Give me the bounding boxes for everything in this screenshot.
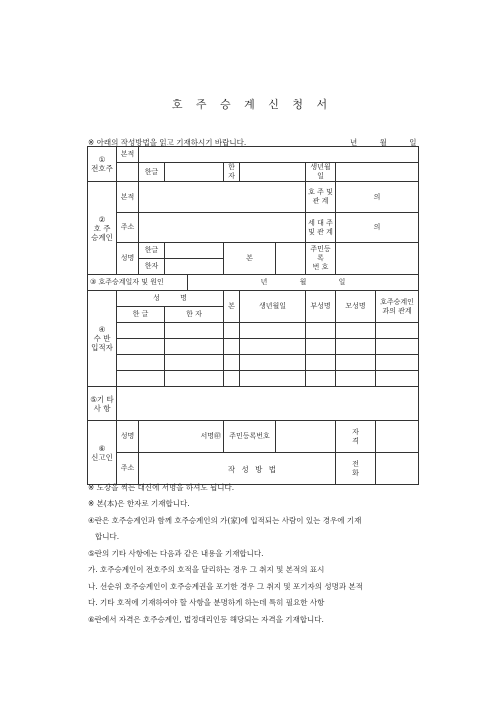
method-line: ⑤란의 기타 사항에는 다음과 같은 내용을 기재합니다. xyxy=(88,548,264,558)
label-qualification: 자 격 xyxy=(336,421,376,453)
filing-date[interactable]: 년 월 일 xyxy=(350,138,417,147)
entry-relation[interactable] xyxy=(376,323,419,339)
previous-householder-name-blank xyxy=(117,163,139,182)
label-bonjeok: 본적 xyxy=(117,147,139,163)
ui-suffix: 의 xyxy=(373,223,381,231)
label-relation-successor: 호주승계인 과의 관계 xyxy=(376,291,419,323)
section-reporter: ⑥ 신고인 xyxy=(88,421,117,485)
section-other-matters: ⑤기 타 사 항 xyxy=(88,387,117,421)
entry-relation[interactable] xyxy=(376,339,419,355)
successor-bon-field[interactable] xyxy=(276,243,306,275)
entry-birth[interactable] xyxy=(240,323,306,339)
previous-householder-hangul-field[interactable] xyxy=(165,163,224,182)
entry-bon[interactable] xyxy=(224,339,240,355)
entry-hanja[interactable] xyxy=(165,355,224,371)
entry-bon[interactable] xyxy=(224,323,240,339)
label-resident-no-inline: 주민등록번호 xyxy=(224,421,276,453)
successor-hanja-field[interactable] xyxy=(165,259,224,275)
entry-hangul[interactable] xyxy=(117,371,165,387)
label-name: 성명 xyxy=(117,243,139,275)
label-address: 주소 xyxy=(117,453,139,485)
entry-hanja[interactable] xyxy=(165,371,224,387)
method-line: ⑥란에서 자격은 호주승계인, 법정대리인등 해당되는 자격을 기재합니다. xyxy=(88,614,324,624)
method-title: 작 성 방 법 xyxy=(227,465,279,474)
label-hanja: 한자 xyxy=(224,163,240,182)
application-form-table xyxy=(87,146,419,485)
entry-father[interactable] xyxy=(306,371,336,387)
label-birth: 생년월일 xyxy=(240,291,306,323)
method-line: 합니다. xyxy=(95,532,120,541)
writing-method xyxy=(88,462,418,628)
label-bon: 본 xyxy=(224,243,276,275)
section-previous-householder: ① 전호주 xyxy=(88,147,117,182)
entry-mother[interactable] xyxy=(336,355,376,371)
label-phone: 전 화 xyxy=(336,453,376,485)
label-hangul: 한글 xyxy=(139,243,165,259)
previous-householder-birth-field[interactable] xyxy=(336,163,419,182)
entry-hanja[interactable] xyxy=(165,339,224,355)
entry-hanja[interactable] xyxy=(165,323,224,339)
successor-bonjeok-field[interactable] xyxy=(139,182,306,213)
successor-relation-hoju-field[interactable] xyxy=(336,182,419,213)
entry-relation[interactable] xyxy=(376,371,419,387)
label-relation-household: 세 대 주 및 관 계 xyxy=(306,213,336,243)
label-hangul-spaced: 한 글 xyxy=(117,307,165,323)
succession-date-field[interactable]: 년 월 일 xyxy=(188,275,419,291)
instruction-note: ※ 아래의 작성방법을 읽고 기재하시기 바랍니다. xyxy=(88,138,247,147)
label-father: 부성명 xyxy=(306,291,336,323)
entry-hangul[interactable] xyxy=(117,355,165,371)
successor-address-field[interactable] xyxy=(139,213,306,243)
other-matters-field[interactable] xyxy=(117,387,419,421)
entry-father[interactable] xyxy=(306,323,336,339)
label-birth: 생년월일 xyxy=(306,163,336,182)
entry-hangul[interactable] xyxy=(117,339,165,355)
method-line: 나. 선순위 호주승계인이 호주승계권을 포기한 경우 그 취지 및 포기자의 성명과 본적 xyxy=(88,581,363,591)
form-title: 호 주 승 계 신 청 서 xyxy=(171,98,333,111)
label-mother: 모성명 xyxy=(336,291,376,323)
method-line: 가. 호주승계인이 전호주의 호적을 달리하는 경우 그 취지 및 본적의 표시 xyxy=(88,565,325,574)
successor-resident-no-field[interactable] xyxy=(336,243,419,275)
ui-suffix: 의 xyxy=(373,192,381,201)
entry-relation[interactable] xyxy=(376,355,419,371)
label-hangul: 한글 xyxy=(139,163,165,182)
reporter-name-field[interactable] xyxy=(139,421,224,453)
method-line: 다. 기타 호적에 기재하여야 할 사항을 분명하게 하는데 특히 필요한 사항 xyxy=(88,598,325,607)
entry-bon[interactable] xyxy=(224,371,240,387)
label-relation-hoju: 호 주 및 관 계 xyxy=(306,182,336,213)
entry-bon[interactable] xyxy=(224,355,240,371)
label-hanja: 한자 xyxy=(139,259,165,275)
label-resident-no: 주민등록 번 호 xyxy=(306,243,336,275)
entry-mother[interactable] xyxy=(336,371,376,387)
entry-hangul[interactable] xyxy=(117,323,165,339)
method-line: ④란은 호주승계인과 함께 호주승계인의 가(家)에 입적되는 사람이 있는 경우에 기재 xyxy=(88,515,362,525)
label-address: 주소 xyxy=(117,213,139,243)
entry-father[interactable] xyxy=(306,339,336,355)
previous-householder-bonjeok-field[interactable] xyxy=(139,147,419,163)
successor-hangul-field[interactable] xyxy=(165,243,224,259)
entry-birth[interactable] xyxy=(240,371,306,387)
successor-relation-household-field[interactable] xyxy=(336,213,419,243)
entry-mother[interactable] xyxy=(336,339,376,355)
label-bonjeok: 본적 xyxy=(117,182,139,213)
entry-father[interactable] xyxy=(306,355,336,371)
reporter-resident-no-field[interactable] xyxy=(276,421,336,453)
section-succession-date-cause: ③ 호주승계일자 및 원인 xyxy=(88,275,188,291)
method-line: ※ 본(本)은 한자로 기재합니다. xyxy=(88,499,190,508)
entry-birth[interactable] xyxy=(240,355,306,371)
entry-mother[interactable] xyxy=(336,323,376,339)
entry-birth[interactable] xyxy=(240,339,306,355)
reporter-qualification-field[interactable] xyxy=(376,421,419,453)
signature-seal: 서명㊞ xyxy=(200,432,221,440)
previous-householder-hanja-field[interactable] xyxy=(240,163,306,182)
section-accompanying: ④ 수 반 입적자 xyxy=(88,291,117,387)
section-successor: ② 호 주 승계인 xyxy=(88,182,117,275)
label-name-spaced: 성 명 xyxy=(117,291,224,307)
label-bon: 본 xyxy=(224,291,240,323)
label-name: 성명 xyxy=(117,421,139,453)
method-line: ※ 도장을 찍는 대신에 서명을 하셔도 됩니다. xyxy=(88,482,235,492)
label-hanja-spaced: 한 자 xyxy=(165,307,224,323)
